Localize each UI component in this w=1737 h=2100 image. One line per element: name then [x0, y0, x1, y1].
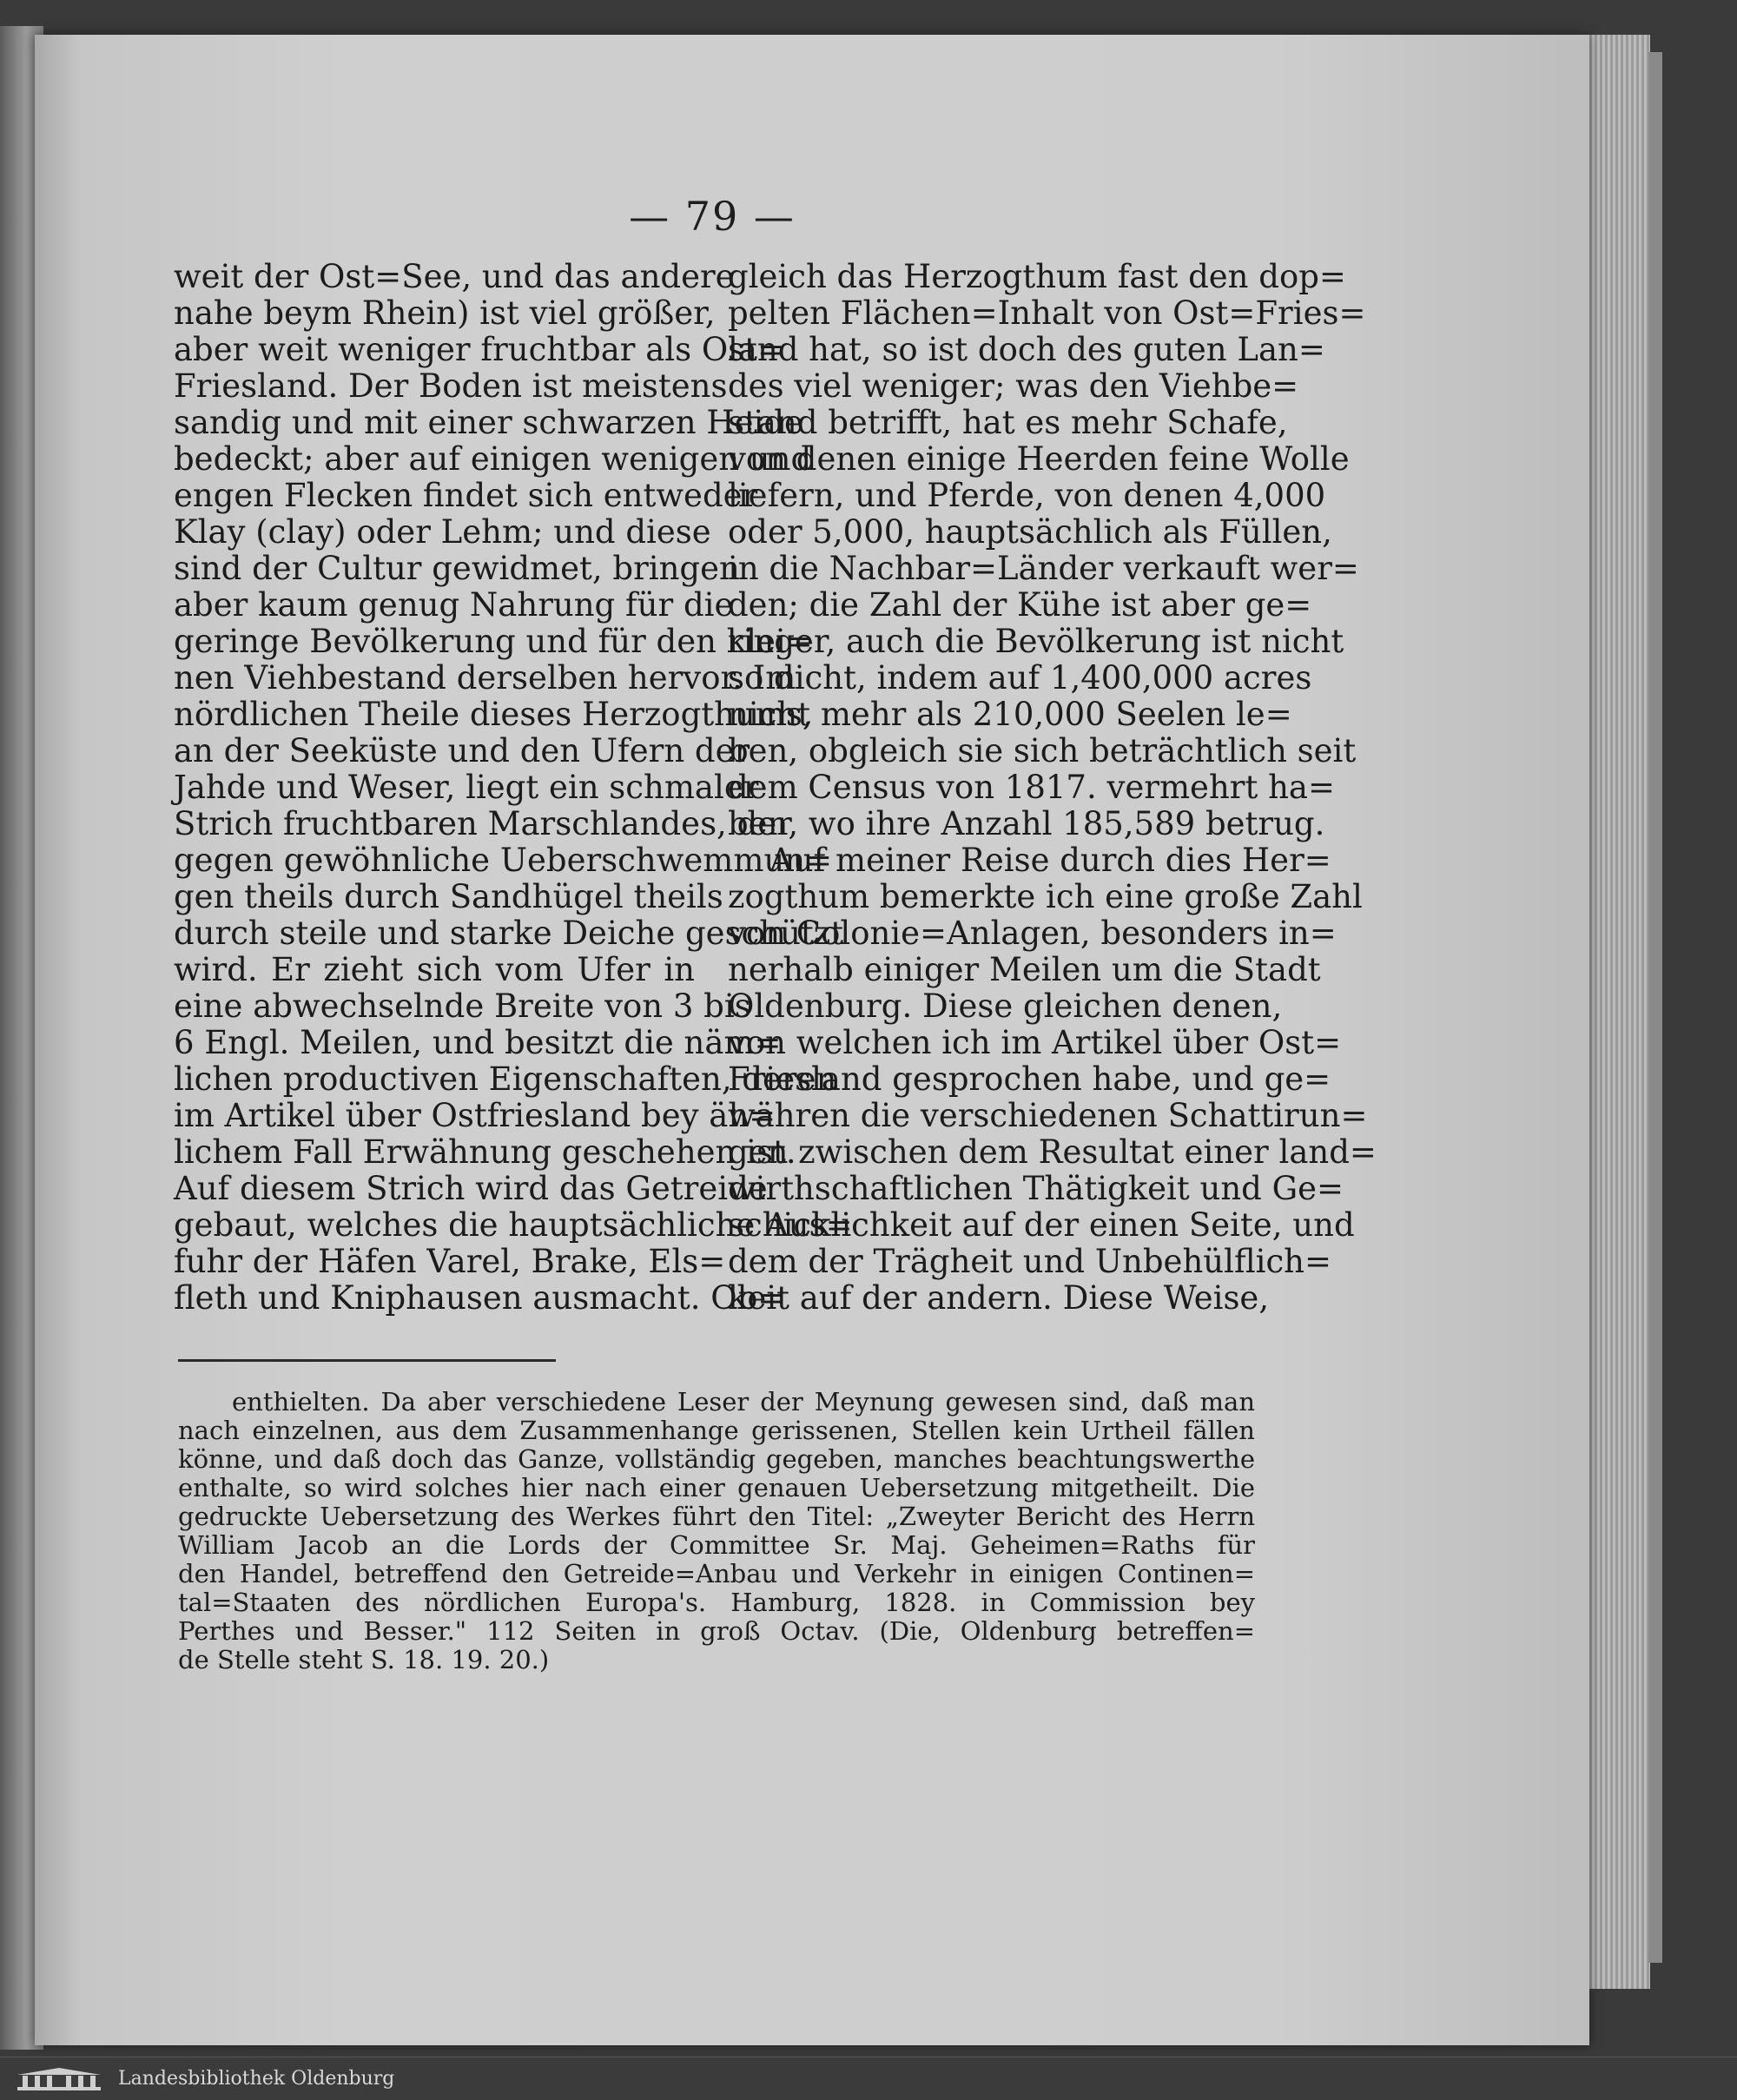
text-line: nahe beym Rhein) ist viel größer, — [174, 294, 716, 332]
text-line: lichem Fall Erwähnung geschehen ist. — [174, 1133, 796, 1171]
footnote-line: tal=Staaten des nördlichen Europa's. Hamburg, 1828. in Commission bey — [178, 1588, 1255, 1617]
library-name: Landesbibliothek Oldenburg — [118, 2068, 395, 2090]
footnote-line: Perthes und Besser." 112 Seiten in groß Octav. (Die, Oldenburg betreffen= — [178, 1616, 1255, 1646]
text-line: Oldenburg. Diese gleichen denen, — [728, 987, 1283, 1025]
text-line: eine abwechselnde Breite von 3 bis — [174, 987, 751, 1025]
page-number: — 79 — — [629, 193, 796, 240]
text-line: Jahde und Weser, liegt ein schmaler — [174, 769, 759, 806]
text-line: bedeckt; aber auf einigen wenigen und — [174, 440, 812, 478]
text-line: Klay (clay) oder Lehm; und diese — [174, 513, 711, 551]
text-line: weit der Ost=See, und das andere — [174, 258, 735, 295]
footer-bar — [0, 2057, 1737, 2100]
text-line: nen Viehbestand derselben hervor. Im — [174, 659, 796, 697]
text-line: von welchen ich im Artikel über Ost= — [728, 1024, 1342, 1061]
footnote-separator — [178, 1359, 556, 1362]
text-line: land hat, so ist doch des guten Lan= — [728, 331, 1325, 368]
book-cover-edge — [1648, 52, 1662, 1963]
text-line: dem der Trägheit und Unbehülflich= — [728, 1243, 1332, 1280]
left-text-column — [174, 258, 853, 1317]
text-line: des viel weniger; was den Viehbe= — [728, 367, 1299, 405]
text-line: sind der Cultur gewidmet, bringen — [174, 550, 740, 587]
text-line: Strich fruchtbaren Marschlandes, der — [174, 805, 792, 842]
text-line: fleth und Kniphausen ausmacht. Ob= — [174, 1279, 785, 1317]
footnote-line: William Jacob an die Lords der Committee Sr. Maj. Geheimen=Raths für — [178, 1530, 1255, 1560]
footnote-line: den Handel, betreffend den Getreide=Anbau und Verkehr in einigen Continen= — [178, 1559, 1255, 1588]
text-line: ringer, auch die Bevölkerung ist nicht — [728, 623, 1344, 660]
text-line: durch steile und starke Deiche geschützt — [174, 915, 844, 952]
text-line: geringe Bevölkerung und für den klei= — [174, 623, 813, 660]
text-line: nicht mehr als 210,000 Seelen le= — [728, 696, 1292, 733]
footnote-line: de Stelle steht S. 18. 19. 20.) — [178, 1645, 550, 1674]
text-line: schicklichkeit auf der einen Seite, und — [728, 1206, 1355, 1244]
right-text-column — [728, 258, 1377, 1317]
text-line: Friesland. Der Boden ist meistens — [174, 367, 728, 405]
text-line: zogthum bemerkte ich eine große Zahl — [728, 878, 1363, 915]
text-line: im Artikel über Ostfriesland bey äh= — [174, 1097, 776, 1134]
text-line: ben, wo ihre Anzahl 185,589 betrug. — [728, 805, 1325, 842]
text-line: lichen productiven Eigenschaften, deren — [174, 1060, 837, 1098]
footnote-line: enthielten. Da aber verschiedene Leser der Meynung gewesen sind, daß man — [232, 1387, 1255, 1417]
page-stack-edge — [1588, 35, 1650, 1989]
text-line: Friesland gesprochen habe, und ge= — [728, 1060, 1331, 1098]
text-line: gleich das Herzogthum fast den dop= — [728, 258, 1346, 295]
text-line: ben, obgleich sie sich beträchtlich seit — [728, 732, 1357, 769]
text-line: Auf meiner Reise durch dies Her= — [769, 842, 1331, 879]
text-line: gen theils durch Sandhügel theils — [174, 878, 723, 915]
text-line: liefern, und Pferde, von denen 4,000 — [728, 477, 1326, 514]
text-line: von Colonie=Anlagen, besonders in= — [728, 915, 1337, 952]
footnote-line: gedruckte Uebersetzung des Werkes führt den Titel: „Zweyter Bericht des Herrn — [178, 1502, 1255, 1531]
text-line: engen Flecken findet sich entweder — [174, 477, 758, 514]
text-line: pelten Flächen=Inhalt von Ost=Fries= — [728, 294, 1366, 332]
text-line: dem Census von 1817. vermehrt ha= — [728, 769, 1335, 806]
text-line: sandig und mit einer schwarzen Heide — [174, 404, 803, 441]
text-line: nerhalb einiger Meilen um die Stadt — [728, 951, 1321, 988]
text-line: gen zwischen dem Resultat einer land= — [728, 1133, 1377, 1171]
text-line: fuhr der Häfen Varel, Brake, Els= — [174, 1243, 726, 1280]
text-line: keit auf der andern. Diese Weise, — [728, 1279, 1270, 1317]
text-line: oder 5,000, hauptsächlich als Füllen, — [728, 513, 1332, 551]
text-line: Auf diesem Strich wird das Getreide — [174, 1170, 768, 1207]
footnote-line: könne, und daß doch das Ganze, vollständig gegeben, manches beachtungswerthe — [178, 1444, 1255, 1474]
text-line: stand betrifft, hat es mehr Schafe, — [728, 404, 1288, 441]
text-line: währen die verschiedenen Schattirun= — [728, 1097, 1368, 1134]
text-line: an der Seeküste und den Ufern der — [174, 732, 750, 769]
text-line: aber weit weniger fruchtbar als Ost= — [174, 331, 785, 368]
text-line: den; die Zahl der Kühe ist aber ge= — [728, 586, 1312, 624]
text-line: wird. Er zieht sich vom Ufer in — [174, 951, 695, 988]
text-line: 6 Engl. Meilen, und besitzt die näm= — [174, 1024, 782, 1061]
text-line: von denen einige Heerden feine Wolle — [728, 440, 1350, 478]
text-line: nördlichen Theile dieses Herzogthums, — [174, 696, 813, 733]
text-line: in die Nachbar=Länder verkauft wer= — [728, 550, 1359, 587]
text-line: gegen gewöhnliche Ueberschwemmun= — [174, 842, 833, 879]
text-line: gebaut, welches die hauptsächliche Aus= — [174, 1206, 853, 1244]
footnote-line: enthalte, so wird solches hier nach einer genauen Uebersetzung mitgetheilt. Die — [178, 1473, 1255, 1502]
text-line: aber kaum genug Nahrung für die — [174, 586, 734, 624]
library-building-icon — [16, 2066, 102, 2092]
text-line: wirthschaftlichen Thätigkeit und Ge= — [728, 1170, 1344, 1207]
footnote — [178, 1388, 1255, 1674]
footnote-line: nach einzelnen, aus dem Zusammenhange gerissenen, Stellen kein Urtheil fällen — [178, 1416, 1255, 1445]
text-line: so dicht, indem auf 1,400,000 acres — [728, 659, 1312, 697]
